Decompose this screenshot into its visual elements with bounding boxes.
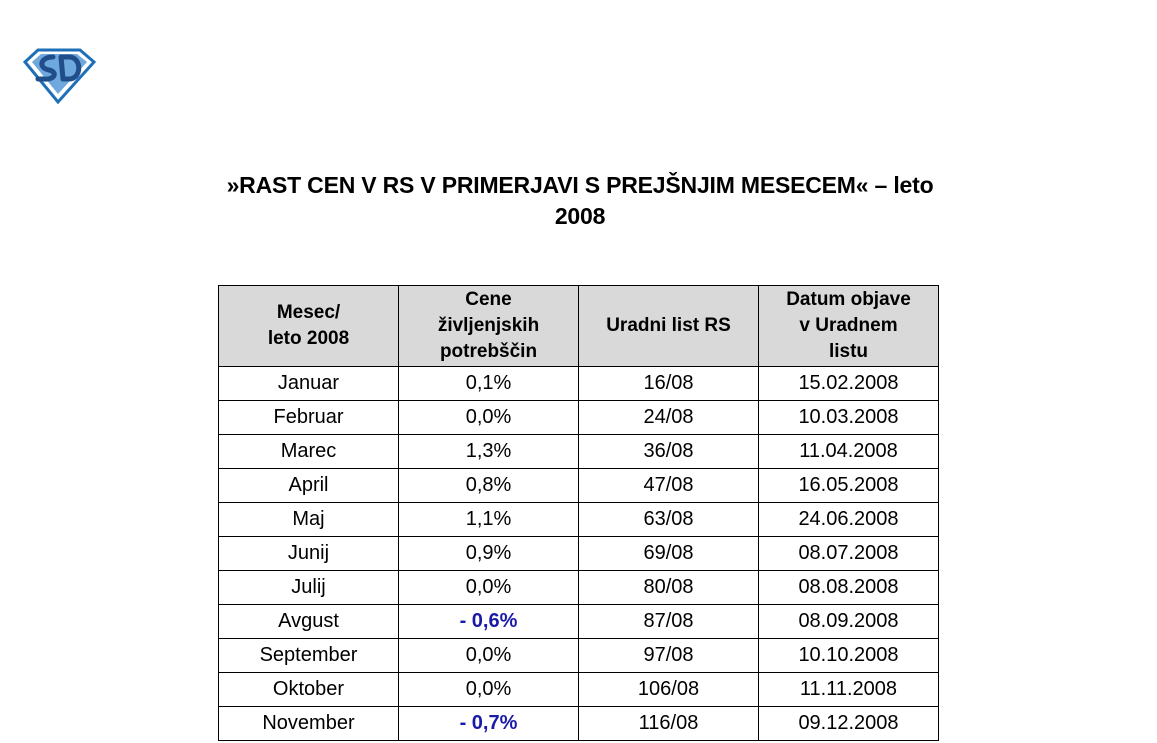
gazette-cell: 116/08 — [579, 707, 759, 741]
publish-date-cell: 24.06.2008 — [759, 503, 939, 537]
month-cell: Julij — [219, 571, 399, 605]
publish-date-cell: 11.11.2008 — [759, 673, 939, 707]
price-change-cell: 0,1% — [399, 367, 579, 401]
gazette-cell: 80/08 — [579, 571, 759, 605]
month-cell: Maj — [219, 503, 399, 537]
gazette-cell: 16/08 — [579, 367, 759, 401]
publish-date-cell: 15.02.2008 — [759, 367, 939, 401]
header-gazette: Uradni list RS — [579, 286, 759, 367]
table-row — [219, 707, 939, 741]
price-change-cell: 1,3% — [399, 435, 579, 469]
price-change-cell: - 0,7% — [399, 707, 579, 741]
table-row — [219, 673, 939, 707]
price-change-cell: 0,0% — [399, 639, 579, 673]
table-row — [219, 571, 939, 605]
publish-date-cell: 10.10.2008 — [759, 639, 939, 673]
price-change-cell: - 0,6% — [399, 605, 579, 639]
month-cell: April — [219, 469, 399, 503]
month-cell: Junij — [219, 537, 399, 571]
month-cell: Avgust — [219, 605, 399, 639]
header-month: Mesec/ leto 2008 — [219, 286, 399, 367]
publish-date-cell: 09.12.2008 — [759, 707, 939, 741]
month-cell: Oktober — [219, 673, 399, 707]
organization-logo-icon — [22, 48, 96, 104]
gazette-cell: 106/08 — [579, 673, 759, 707]
month-cell: Februar — [219, 401, 399, 435]
price-change-cell: 0,0% — [399, 401, 579, 435]
header-publish-date: Datum objave v Uradnem listu — [759, 286, 939, 367]
table-body — [219, 367, 939, 741]
month-cell: November — [219, 707, 399, 741]
table-row — [219, 367, 939, 401]
month-cell: Januar — [219, 367, 399, 401]
publish-date-cell: 08.07.2008 — [759, 537, 939, 571]
month-cell: September — [219, 639, 399, 673]
table-row — [219, 639, 939, 673]
month-cell: Marec — [219, 435, 399, 469]
price-change-cell: 0,8% — [399, 469, 579, 503]
gazette-cell: 63/08 — [579, 503, 759, 537]
gazette-cell: 36/08 — [579, 435, 759, 469]
publish-date-cell: 08.08.2008 — [759, 571, 939, 605]
title-line-2: 2008 — [554, 203, 606, 229]
price-change-cell: 0,0% — [399, 673, 579, 707]
gazette-cell: 47/08 — [579, 469, 759, 503]
table-header-row — [219, 286, 939, 367]
table-row — [219, 503, 939, 537]
gazette-cell: 87/08 — [579, 605, 759, 639]
gazette-cell: 24/08 — [579, 401, 759, 435]
price-change-cell: 0,0% — [399, 571, 579, 605]
price-change-cell: 1,1% — [399, 503, 579, 537]
header-price-change: Cene življenjskih potrebščin — [399, 286, 579, 367]
document-title — [130, 170, 1030, 232]
table-row — [219, 605, 939, 639]
table-row — [219, 469, 939, 503]
price-growth-table — [218, 285, 939, 741]
table-row — [219, 401, 939, 435]
price-change-cell: 0,9% — [399, 537, 579, 571]
publish-date-cell: 16.05.2008 — [759, 469, 939, 503]
publish-date-cell: 10.03.2008 — [759, 401, 939, 435]
gazette-cell: 97/08 — [579, 639, 759, 673]
title-line-1: »RAST CEN V RS V PRIMERJAVI S PREJŠNJIM MESECEM« – leto — [226, 172, 934, 198]
table-row — [219, 435, 939, 469]
table-row — [219, 537, 939, 571]
gazette-cell: 69/08 — [579, 537, 759, 571]
publish-date-cell: 11.04.2008 — [759, 435, 939, 469]
publish-date-cell: 08.09.2008 — [759, 605, 939, 639]
